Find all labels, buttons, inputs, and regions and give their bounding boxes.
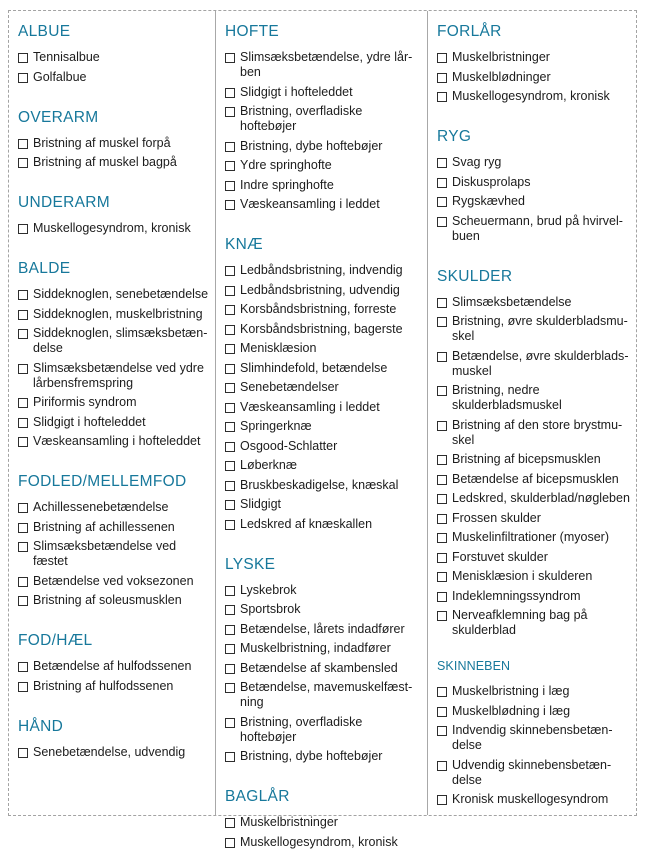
item-label: Bristning, dybe hoftebøjer [240,749,383,763]
checkbox-icon[interactable] [437,386,447,396]
section-title: UNDERARM [18,194,110,211]
checklist-item [437,704,631,719]
checklist-item [18,221,210,236]
item-label: Muskelinfiltrationer (myoser) [452,530,609,544]
checkbox-icon[interactable] [225,683,235,693]
item-label: Siddeknoglen, slimsæksbetændelse [33,326,208,355]
item-label: Rygskævhed [452,194,525,208]
item-label: Bristning af den store brystmuskel [452,417,623,447]
checklist-item [225,622,422,637]
item-label: Osgood-Schlatter [240,438,338,453]
checkbox-icon[interactable] [437,53,447,63]
checklist-item [18,70,210,85]
item-label: Muskelbristning, indadfører [240,641,391,655]
checkbox-icon[interactable] [225,181,235,191]
item-label: Betændelse ved voksezonen [33,573,194,588]
checklist-item [18,155,210,170]
checklist-item [437,472,631,487]
item-label: Senebetændelser [240,380,339,394]
checklist-item [225,815,422,830]
section-title: RYG [437,128,472,145]
checkbox-icon[interactable] [18,398,28,408]
checklist-item [225,158,422,173]
item-label: Væskeansamling i leddet [240,399,380,414]
checklist-item [225,400,422,415]
item-label: Korsbåndsbristning, forreste [240,302,397,316]
checklist-item [18,326,210,356]
item-label: Indeklemningssyndrom [452,588,581,603]
checklist-item [437,550,631,565]
item-label: Ledskred af knæskallen [240,516,373,531]
checklist-item [225,419,422,434]
checklist-item [18,395,210,410]
checkbox-icon[interactable] [18,418,28,428]
item-label: Muskelbristning i læg [452,684,570,698]
checkbox-icon[interactable] [437,197,447,207]
checklist-item [225,104,422,134]
item-label: Bristning, overfladiske hoftebøjer [240,714,363,744]
item-label: Muskelblødning i læg [452,703,571,718]
checklist-item [437,758,631,788]
checkbox-icon[interactable] [18,748,28,758]
checklist-item [18,500,210,515]
checkbox-icon[interactable] [225,266,235,276]
item-label: Bristning, dybe hoftebøjer [240,138,383,153]
checklist-item [437,608,631,638]
checkbox-icon[interactable] [437,455,447,465]
checklist-item [18,659,210,674]
checkbox-icon[interactable] [437,592,447,602]
checkbox-icon[interactable] [437,475,447,485]
column-right [427,11,636,815]
checkbox-icon[interactable] [437,217,447,227]
checkbox-icon[interactable] [18,53,28,63]
checklist-item [437,383,631,413]
item-label: Achillessenebetændelse [33,500,169,514]
checklist-item [437,418,631,448]
checklist-item [437,723,631,753]
checklist-item [18,520,210,535]
item-label: Bristning af hulfodssenen [33,678,174,693]
section-title: BAGLÅR [225,788,290,805]
section-title: LYSKE [225,555,276,573]
checklist-item [18,745,210,760]
checkbox-icon[interactable] [225,500,235,510]
item-label: Betændelse af skambensled [240,660,398,675]
checkbox-icon[interactable] [437,687,447,697]
item-label: Slimhindefold, betændelse [240,360,388,375]
checkbox-icon[interactable] [225,718,235,728]
item-label: Bristning, øvre skulderbladsmuskel [452,314,628,343]
checkbox-icon[interactable] [437,178,447,188]
checklist-item [18,593,210,608]
checkbox-icon[interactable] [18,329,28,339]
checklist-item [18,287,210,302]
checklist-item [225,661,422,676]
checklist-item [225,478,422,493]
checklist-item [437,295,631,310]
checkbox-icon[interactable] [225,838,235,848]
checklist-item [225,602,422,617]
checkbox-icon[interactable] [225,88,235,98]
item-label: Betændelse, lårets indadfører [240,621,405,636]
checklist-sheet [8,10,637,849]
item-label: Frossen skulder [452,510,541,525]
checkbox-icon[interactable] [437,73,447,83]
checklist-item [437,569,631,584]
section-title: ALBUE [18,23,71,40]
item-label: Piriformis syndrom [33,395,137,409]
checklist-item [437,511,631,526]
item-label: Lyskebrok [240,582,297,597]
item-label: Indre springhofte [240,177,334,192]
item-label: Muskellogesyndrom, kronisk [33,221,191,235]
checkbox-icon[interactable] [18,158,28,168]
checklist-item [225,50,422,80]
item-label: Nerveafklemning bag på skulderblad [452,608,588,637]
item-label: Betændelse, mavemuskelfæstning [240,680,413,709]
item-label: Ledbåndsbristning, indvendig [240,263,403,277]
item-label: Bristning, nedre skulderbladsmuskel [452,383,562,412]
item-label: Tennisalbue [33,50,100,64]
checkbox-icon[interactable] [18,310,28,320]
checklist-item [18,307,210,322]
item-label: Slimsæksbetændelse ved fæstet [33,539,177,568]
item-label: Indvendig skinnebensbetændelse [452,723,613,752]
checklist-item [225,458,422,473]
checkbox-icon[interactable] [225,325,235,335]
section-title: SKINNEBEN [437,659,511,673]
checkbox-icon[interactable] [18,542,28,552]
checkbox-icon[interactable] [225,461,235,471]
item-label: Scheuermann, brud på hvirvelbuen [452,213,623,243]
checkbox-icon[interactable] [225,818,235,828]
checkbox-icon[interactable] [18,437,28,447]
checklist-item [18,361,210,391]
column-left [9,11,215,815]
checkbox-icon[interactable] [18,290,28,300]
item-label: Løberknæ [240,458,297,472]
checklist-item [437,491,631,506]
checklist-item [225,749,422,764]
checklist-item [437,175,631,190]
checkbox-icon[interactable] [437,92,447,102]
checklist-item [437,214,631,244]
checkbox-icon[interactable] [437,761,447,771]
checkbox-icon[interactable] [225,520,235,530]
checklist-item [225,85,422,100]
item-label: Betændelse, øvre skulderbladsmuskel [452,348,629,378]
item-label: Væskeansamling i hofteleddet [33,434,201,448]
checklist-item [18,574,210,589]
item-label: Menisklæsion [240,341,317,355]
checklist-item [225,835,422,850]
item-label: Menisklæsion i skulderen [452,569,593,583]
section-title: BALDE [18,260,71,277]
section-title: FORLÅR [437,23,502,40]
checkbox-icon[interactable] [437,611,447,621]
section-title: HÅND [18,717,64,735]
item-label: Korsbåndsbristning, bagerste [240,321,403,336]
checklist-item [18,539,210,569]
item-label: Betændelse af bicepsmusklen [452,471,619,486]
checklist-item [437,349,631,379]
checkbox-icon[interactable] [225,344,235,354]
item-label: Kronisk muskellogesyndrom [452,792,609,806]
item-label: Bristning af soleusmusklen [33,593,182,607]
checklist-item [437,314,631,344]
checkbox-icon[interactable] [18,364,28,374]
checkbox-icon[interactable] [225,107,235,117]
checklist-item [225,439,422,454]
item-label: Muskelblødninger [452,69,551,84]
item-label: Ledskred, skulderblad/nøgleben [452,491,630,505]
checklist-item [437,50,631,65]
checkbox-icon[interactable] [225,752,235,762]
checkbox-icon[interactable] [225,625,235,635]
section-title: HOFTE [225,23,280,40]
checklist-item [18,136,210,151]
checklist-item [437,452,631,467]
checkbox-icon[interactable] [18,503,28,513]
checkbox-icon[interactable] [225,53,235,63]
checkbox-icon[interactable] [18,662,28,672]
checklist-item [18,50,210,65]
checkbox-icon[interactable] [437,514,447,524]
checklist-item [225,178,422,193]
item-label: Siddeknoglen, muskelbristning [33,306,203,321]
checkbox-icon[interactable] [225,644,235,654]
checklist-item [225,263,422,278]
checkbox-icon[interactable] [437,298,447,308]
checkbox-icon[interactable] [225,364,235,374]
item-label: Senebetændelse, udvendig [33,744,186,759]
item-label: Slimsæksbetændelse [452,294,572,309]
checkbox-icon[interactable] [18,577,28,587]
item-label: Slidgigt i hofteleddet [33,414,146,429]
item-label: Sportsbrok [240,602,301,616]
item-label: Springerknæ [240,419,312,433]
item-label: Siddeknoglen, senebetændelse [33,287,209,301]
checkbox-icon[interactable] [225,586,235,596]
checklist-item [225,583,422,598]
checkbox-icon[interactable] [225,422,235,432]
checklist-item [225,197,422,212]
section-title: FOD/HÆL [18,632,93,649]
checklist-item [225,341,422,356]
checklist-item [437,530,631,545]
item-label: Betændelse af hulfodssenen [33,659,192,673]
checkbox-icon[interactable] [18,682,28,692]
checklist-item [437,684,631,699]
section-title: SKULDER [437,267,513,285]
checkbox-icon[interactable] [225,286,235,296]
checklist-item [225,139,422,154]
item-label: Ledbåndsbristning, udvendig [240,282,400,297]
item-label: Bruskbeskadigelse, knæskal [240,477,399,492]
item-label: Udvendig skinnebensbetændelse [452,757,612,787]
item-label: Slimsæksbetændelse, ydre lårben [240,50,413,79]
item-label: Slidgigt [240,497,281,511]
checklist-item [225,322,422,337]
item-label: Muskellogesyndrom, kronisk [240,834,398,849]
column-middle [215,11,427,849]
checkbox-icon[interactable] [18,596,28,606]
item-label: Diskusprolaps [452,174,531,189]
checkbox-icon[interactable] [225,383,235,393]
section-title: FODLED/MELLEMFOD [18,473,187,490]
checklist-item [225,380,422,395]
section-title: OVERARM [18,108,99,126]
checkbox-icon[interactable] [225,403,235,413]
checkbox-icon[interactable] [225,605,235,615]
checklist-item [437,89,631,104]
checkbox-icon[interactable] [18,73,28,83]
item-label: Bristning af achillessenen [33,519,175,534]
checkbox-icon[interactable] [437,317,447,327]
item-label: Muskelbristninger [452,50,550,64]
checklist-item [437,194,631,209]
checkbox-icon[interactable] [437,421,447,431]
checklist-item [437,589,631,604]
checkbox-icon[interactable] [437,352,447,362]
checklist-item [437,70,631,85]
item-label: Væskeansamling i leddet [240,197,380,211]
checklist-item [225,517,422,532]
item-label: Muskellogesyndrom, kronisk [452,89,610,103]
checkbox-icon[interactable] [437,494,447,504]
checkbox-icon[interactable] [225,305,235,315]
checkbox-icon[interactable] [437,158,447,168]
checklist-item [437,155,631,170]
checkbox-icon[interactable] [225,161,235,171]
checkbox-icon[interactable] [437,533,447,543]
item-label: Svag ryg [452,155,502,169]
checkbox-icon[interactable] [225,142,235,152]
checkbox-icon[interactable] [225,200,235,210]
item-label: Bristning af bicepsmusklen [452,452,601,466]
item-label: Bristning af muskel forpå [33,135,171,150]
checkbox-icon[interactable] [437,572,447,582]
checklist-item [225,715,422,745]
checklist-item [225,283,422,298]
checklist-item [225,680,422,710]
checkbox-icon[interactable] [437,553,447,563]
checklist-item [18,434,210,449]
checkbox-icon[interactable] [225,481,235,491]
checklist-item [437,792,631,807]
item-label: Bristning af muskel bagpå [33,155,177,169]
item-label: Slidgigt i hofteleddet [240,84,353,99]
section-title: KNÆ [225,236,263,253]
item-label: Ydre springhofte [240,158,332,172]
item-label: Golfalbue [33,69,87,84]
checkbox-icon[interactable] [225,664,235,674]
checkbox-icon[interactable] [18,224,28,234]
checklist-item [225,497,422,512]
item-label: Slimsæksbetændelse ved ydre lårbensfremspring [33,360,204,390]
item-label: Muskelbristninger [240,815,338,829]
checklist-item [18,679,210,694]
checklist-item [225,361,422,376]
checklist-item [225,641,422,656]
checklist-item [18,415,210,430]
checkbox-icon[interactable] [225,442,235,452]
checkbox-icon[interactable] [437,726,447,736]
checkbox-icon[interactable] [437,707,447,717]
item-label: Bristning, overfladiske hoftebøjer [240,104,363,133]
checkbox-icon[interactable] [18,139,28,149]
checkbox-icon[interactable] [18,523,28,533]
item-label: Forstuvet skulder [452,549,548,564]
checkbox-icon[interactable] [437,795,447,805]
checklist-item [225,302,422,317]
